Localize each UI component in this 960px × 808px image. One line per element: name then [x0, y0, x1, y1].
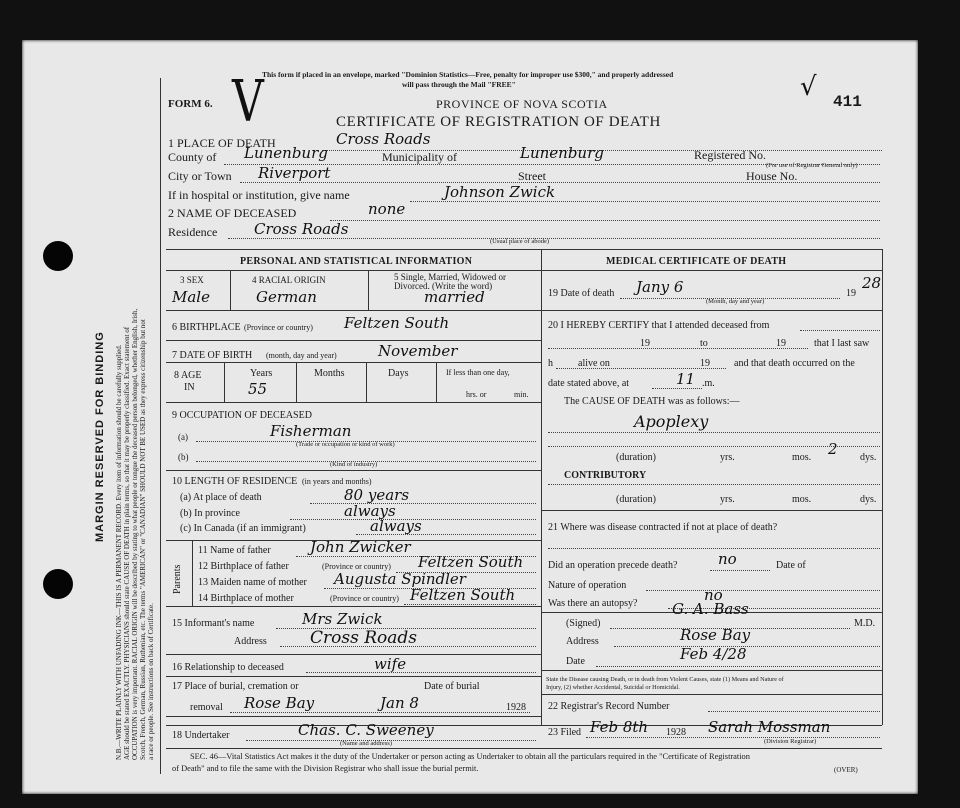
signature-date-label: Date [566, 656, 585, 667]
attended-to: to [700, 338, 708, 349]
birthplace-label: 6 BIRTHPLACE [172, 322, 241, 333]
registered-label: Registered No. [694, 148, 766, 162]
birthplace-note: (Province or country) [244, 323, 313, 332]
frame-top-personal [166, 249, 882, 250]
residence-b-label: (b) In province [180, 508, 240, 519]
frame-right [882, 249, 883, 725]
death-occurred: and that death occurred on the [734, 358, 855, 369]
burial-label-1: 17 Place of burial, cremation or [172, 681, 299, 692]
hospital-value: Johnson Zwick [444, 183, 556, 201]
sex-label: 3 SEX [180, 275, 204, 285]
death-date-value: Jany 6 [636, 278, 684, 296]
certificate-number: 411 [833, 93, 862, 111]
cause-yrs: yrs. [720, 452, 735, 463]
alive-on: alive on [578, 358, 610, 369]
dob-value: November [378, 342, 458, 360]
footer-line-2: of Death" and to file the same with the Division Registrar who shall issue the burial permit. [172, 764, 479, 773]
alive-19: 19 [700, 358, 710, 369]
father-birthplace-label: 12 Birthplace of father [198, 561, 289, 572]
death-date-year-prefix: 19 [846, 288, 856, 299]
length-note: (in years and months) [302, 477, 372, 486]
operation-date-label: Date of [776, 560, 806, 571]
burial-year: 1928 [506, 702, 526, 713]
certify-statement: 20 I HEREBY CERTIFY that I attended deceased from [548, 320, 770, 331]
informant-label: 15 Informant's name [172, 618, 255, 629]
residence-a-value: 80 years [344, 486, 410, 504]
occupation-b-note: (Kind of industry) [330, 461, 378, 468]
signed-value: G. A. Bass [672, 600, 749, 618]
violent-note-1: State the Disease causing Death, or in death from Violent Causes, state (1) Means and Nature of [546, 676, 784, 683]
margin-reserved-label: MARGIN RESERVED FOR BINDING [94, 331, 106, 542]
form-number: FORM 6. [168, 98, 213, 110]
undertaker-value: Chas. C. Sweeney [298, 721, 434, 739]
marital-value: married [424, 288, 485, 306]
signature-date-value: Feb 4/28 [680, 645, 747, 663]
informant-value: Mrs Zwick [302, 610, 383, 628]
county-label: County of [168, 150, 217, 164]
operation-value: no [718, 550, 737, 568]
residence-c-label: (c) In Canada (if an immigrant) [180, 523, 306, 534]
q22-label: 22 Registrar's Record Number [548, 701, 670, 712]
binding-hole-bottom [43, 569, 73, 599]
cause-mos-value: 2 [828, 440, 838, 458]
cause-label: The CAUSE OF DEATH was as follows:— [564, 396, 740, 407]
autopsy-label: Was there an autopsy? [548, 598, 638, 609]
province-title: PROVINCE OF NOVA SCOTIA [436, 97, 608, 111]
medical-heading: MEDICAL CERTIFICATE OF DEATH [606, 256, 787, 267]
occupation-b: (b) [178, 452, 189, 462]
years-label: Years [250, 368, 273, 379]
occupation-note: (Trade or occupation or kind of work) [296, 441, 395, 448]
signed-label: (Signed) [566, 618, 601, 629]
residence-label: Residence [168, 225, 218, 239]
burial-date-value: Jan 8 [380, 694, 419, 712]
death-date-note: (Month, day and year) [706, 298, 765, 305]
parents-label: Parents [172, 564, 183, 594]
age-in-label: IN [184, 382, 195, 393]
months-label: Months [314, 368, 345, 379]
date-stated: date stated above, at [548, 378, 630, 389]
cause-mos: mos. [792, 452, 812, 463]
father-birthplace-value: Feltzen South [418, 553, 524, 571]
burial-date-label: Date of burial [424, 681, 480, 692]
registered-note: (For use of Registrar General only) [766, 162, 858, 169]
lessday-label-1: If less than one day, [446, 368, 510, 377]
name-deceased-value: none [368, 200, 406, 218]
residence-b-value: always [344, 502, 396, 520]
birthplace-value: Feltzen South [344, 314, 450, 332]
attended-19b: 19 [776, 338, 786, 349]
mother-value: Augusta Spindler [334, 570, 466, 588]
name-deceased-label: 2 NAME OF DECEASED [168, 206, 297, 220]
residence-c-value: always [370, 517, 422, 535]
mother-birthplace-value: Feltzen South [410, 586, 516, 604]
nb-line-1: N.B.—WRITE PLAINLY WITH UNFADING INK—THIS IS A PERMANENT RECORD. Every item of information should be carefully supplied. [115, 344, 123, 760]
filed-year: 1928 [666, 727, 686, 738]
burial-label-2: removal [190, 702, 223, 713]
nb-line-5: a race or people. See instructions on back of Certificate. [147, 603, 155, 760]
time-value: 11 [676, 370, 696, 388]
check-mark-left: V [232, 68, 264, 135]
age-label: 8 AGE [174, 370, 202, 381]
street-label: Street [518, 169, 546, 183]
frame-left [160, 78, 161, 774]
occupation-label: 9 OCCUPATION OF DECEASED [172, 410, 312, 421]
relationship-value: wife [374, 655, 407, 673]
informant-address-label: Address [234, 636, 267, 647]
death-date-label: 19 Date of death [548, 288, 615, 299]
marital-label-2: Divorced. (Write the word) [394, 281, 493, 291]
nb-line-3: OCCUPATION is very important. RACIAL ORIGIN will be described by stating to what people or tongue the deceased person belonged, whether English, Irish, [131, 308, 139, 760]
hospital-label: If in hospital or institution, give name [168, 188, 350, 202]
sex-value: Male [172, 288, 210, 306]
county-value: Lunenburg [244, 144, 328, 162]
relationship-label: 16 Relationship to deceased [172, 662, 284, 673]
footer-line-1: SEC. 46—Vital Statistics Act makes it the duty of the Undertaker or person acting as Undertaker to obtain all the particulars required in the "Certificate of Registration [190, 752, 750, 761]
lessday-label-3: min. [514, 390, 529, 399]
nb-line-4: Scotch, French, German, Russian, Ruthenian, etc. The terms "AMERICAN" or "CANADIAN" SHOULD NOT BE USED as they express citizenship but not [139, 319, 147, 760]
attended-19a: 19 [640, 338, 650, 349]
q21-label: 21 Where was disease contracted if not at place of death? [548, 522, 778, 533]
place-of-death-label: 1 PLACE OF DEATH [168, 136, 276, 150]
father-label: 11 Name of father [198, 545, 271, 556]
undertaker-note: (Name and address) [340, 740, 392, 747]
informant-address-value: Cross Roads [310, 628, 417, 648]
contrib-dys: dys. [860, 494, 877, 505]
mother-birthplace-label: 14 Birthplace of mother [198, 593, 294, 604]
residence-value: Cross Roads [254, 220, 349, 238]
residence-a-label: (a) At place of death [180, 492, 262, 503]
time-m: .m. [702, 378, 715, 389]
residence-note: (Usual place of abode) [490, 238, 550, 245]
length-label: 10 LENGTH OF RESIDENCE [172, 476, 298, 487]
md-label: M.D. [854, 618, 876, 629]
death-date-year: 28 [862, 274, 882, 292]
years-value: 55 [248, 380, 268, 398]
certificate-title: CERTIFICATE OF REGISTRATION OF DEATH [336, 114, 661, 130]
cause-dys: dys. [860, 452, 877, 463]
burial-place-value: Rose Bay [244, 694, 315, 712]
h-label: h [548, 358, 553, 369]
nb-line-2: AGE should be stated EXACTLY. PHYSICIANS should state CAUSE OF DEATH in plain terms, so that it may be properly classified. Exact statement of [123, 326, 131, 760]
violent-note-2: Injury, (2) whether Accidental, Suicidal or Homicidal. [546, 684, 680, 691]
operation-label: Did an operation precede death? [548, 560, 678, 571]
municipality-label: Municipality of [382, 150, 457, 164]
physician-address-label: Address [566, 636, 599, 647]
filed-value: Feb 8th [590, 718, 649, 736]
notice-line-2: will pass through the Mail "FREE" [402, 80, 516, 89]
notice-line-1: This form if placed in an envelope, marked "Dominion Statistics—Free, penalty for improper use $300," and properly addressed [262, 70, 674, 79]
cause-value: Apoplexy [634, 412, 709, 431]
division-registrar-note: (Division Registrar) [764, 738, 817, 745]
registrar-signature: Sarah Mossman [708, 718, 831, 736]
cause-duration: (duration) [616, 452, 656, 463]
marital-label-1: 5 Single, Married, Widowed or [394, 272, 506, 282]
father-value: John Zwicker [310, 538, 411, 556]
days-label: Days [388, 368, 409, 379]
column-divider [541, 249, 542, 725]
mother-label: 13 Maiden name of mother [198, 577, 307, 588]
mother-birthplace-note: (Province or country) [330, 594, 399, 603]
dob-note: (month, day and year) [266, 351, 337, 360]
personal-heading: PERSONAL AND STATISTICAL INFORMATION [240, 256, 473, 267]
contrib-duration: (duration) [616, 494, 656, 505]
contrib-mos: mos. [792, 494, 812, 505]
check-mark-right: √ [800, 72, 817, 102]
race-label: 4 RACIAL ORIGIN [252, 275, 326, 285]
autopsy-value: no [704, 586, 723, 604]
filed-label: 23 Filed [548, 727, 582, 738]
binding-hole-top [43, 241, 73, 271]
lessday-label-2: hrs. or [466, 390, 487, 399]
city-label: City or Town [168, 169, 232, 183]
contrib-yrs: yrs. [720, 494, 735, 505]
city-value: Riverport [258, 164, 331, 182]
footer-over: (OVER) [834, 766, 858, 774]
contributory-label: CONTRIBUTORY [564, 470, 647, 481]
occupation-value: Fisherman [270, 422, 352, 440]
house-label: House No. [746, 169, 798, 183]
physician-address-value: Rose Bay [680, 626, 751, 644]
father-birthplace-note: (Province or country) [322, 562, 391, 571]
occupation-a: (a) [178, 432, 188, 442]
nature-label: Nature of operation [548, 580, 627, 591]
last-saw: that I last saw [814, 338, 870, 349]
place-of-death-value: Cross Roads [336, 130, 431, 148]
dob-label: 7 DATE OF BIRTH [172, 350, 253, 361]
undertaker-label: 18 Undertaker [172, 730, 230, 741]
race-value: German [256, 288, 317, 306]
municipality-value: Lunenburg [520, 144, 604, 162]
